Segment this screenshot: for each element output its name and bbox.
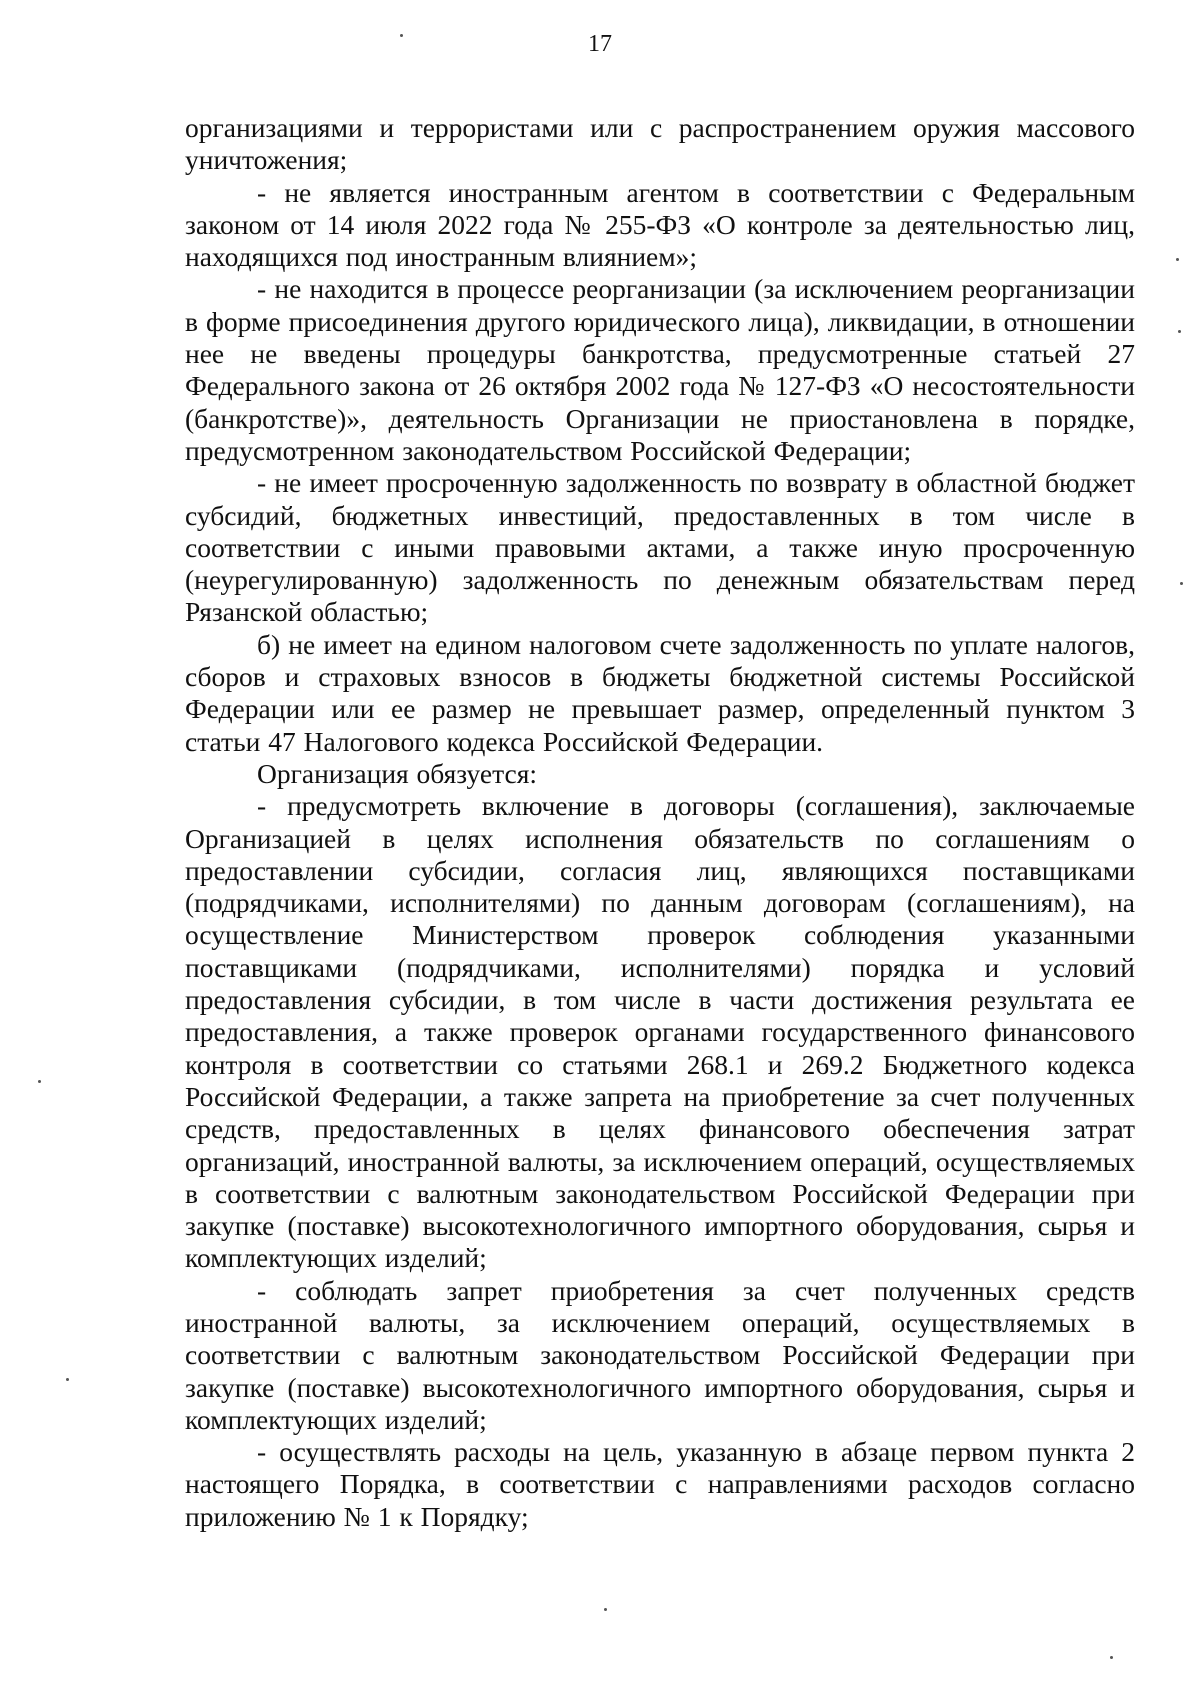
scan-speck xyxy=(400,34,403,37)
scan-speck xyxy=(1110,1656,1113,1659)
paragraph-contracts-consent: - предусмотреть включение в договоры (соглашения), заключаемые Организацией в целях исполнения обязательств по соглашениям о предоставлении субсидии, согласия лиц, являющихся поставщиками (подрядчиками, исполнителями) по данным договорам (соглашениям), на осуществление Министерством проверок соблюдения указанными поставщиками (подрядчиками, исполнителями) порядка и условий предоставления субсидии, в том числе в части достижения результата ее предоставления, а также проверок органами государственного финансового контроля в соответствии со статьями 268.1 и 269.2 Бюджетного кодекса Российской Федерации, а также запрета на приобретение за счет полученных средств, предоставленных в целях финансового обеспечения затрат организаций, иностранной валюты, за исключением операций, осуществляемых в соответствии с валютным законодательством Российской Федерации при закупке (поставке) высокотехнологичного импортного оборудования, сырья и комплектующих изделий; xyxy=(185,790,1135,1274)
scan-speck xyxy=(1180,582,1183,585)
scan-speck xyxy=(38,1080,41,1083)
paragraph-reorganization: - не находится в процессе реорганизации (за исключением реорганизации в форме присоединения другого юридического лица), ликвидации, в отношении нее не введены процедуры банкротства, предусмотренные статьей 27 Федерального закона от 26 октября 2002 года № 127-ФЗ «О несостоятельности (банкротстве)», деятельность Организации не приостановлена в порядке, предусмотренном законодательством Российской Федерации; xyxy=(185,273,1135,466)
paragraph-currency-ban: - соблюдать запрет приобретения за счет полученных средств иностранной валюты, за исключением операций, осуществляемых в соответствии с валютным законодательством Российской Федерации при закупке (поставке) высокотехнологичного импортного оборудования, сырья и комплектующих изделий; xyxy=(185,1274,1135,1435)
scan-speck xyxy=(1178,330,1181,333)
paragraph-continuation: организациями и террористами или с распространением оружия массового уничтожения; xyxy=(185,112,1135,176)
scan-speck xyxy=(604,1608,607,1611)
paragraph-expenses: - осуществлять расходы на цель, указанную в абзаце первом пункта 2 настоящего Порядка, в соответствии с направлениями расходов согласно приложению № 1 к Порядку; xyxy=(185,1436,1135,1532)
page-number: 17 xyxy=(588,31,612,57)
paragraph-foreign-agent: - не является иностранным агентом в соответствии с Федеральным законом от 14 июля 2022 года № 255-ФЗ «О контроле за деятельностью лиц, находящихся под иностранным влиянием»; xyxy=(185,176,1135,273)
paragraph-tax-debt: б) не имеет на едином налоговом счете задолженность по уплате налогов, сборов и страховых взносов в бюджеты бюджетной системы Российской Федерации или ее размер не превышает размер, определенный пунктом 3 статьи 47 Налогового кодекса Российской Федерации. xyxy=(185,628,1135,757)
document-body xyxy=(185,112,1135,1533)
scan-speck xyxy=(1176,258,1179,261)
paragraph-obligations-heading: Организация обязуется: xyxy=(257,757,537,789)
scan-speck xyxy=(66,1378,69,1381)
paragraph-overdue-debt: - не имеет просроченную задолженность по возврату в областной бюджет субсидий, бюджетных инвестиций, предоставленных в том числе в соответствии с иными правовыми актами, а также иную просроченную (неурегулированную) задолженность по денежным обязательствам перед Рязанской областью; xyxy=(185,467,1135,628)
